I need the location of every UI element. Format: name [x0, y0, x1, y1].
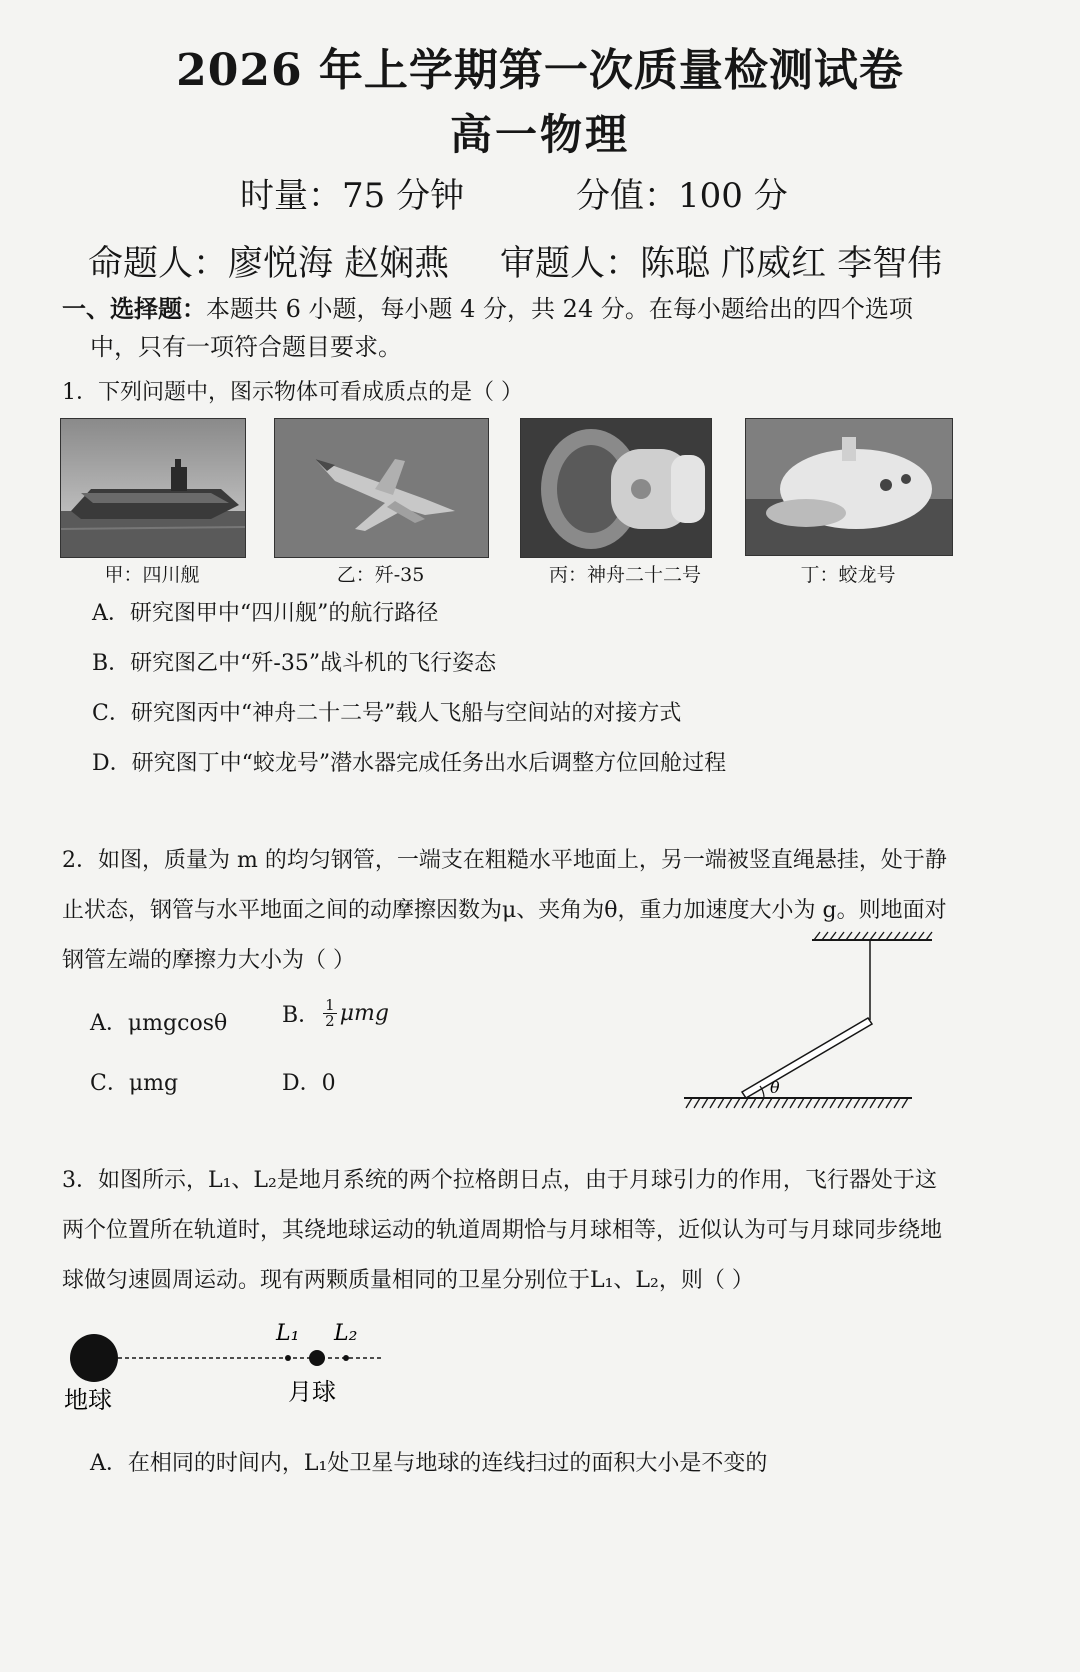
q2-stem-line3: 钢管左端的摩擦力大小为（ ）	[62, 948, 355, 973]
q2-stem-line2: 止状态，钢管与水平地面之间的动摩擦因数为μ、夹角为θ，重力加速度大小为 g。则地面对	[62, 898, 947, 923]
q3-option-a: A．在相同的时间内，L₁处卫星与地球的连线扫过的面积大小是不变的	[90, 1451, 768, 1476]
q3-earth-moon-diagram	[60, 1316, 420, 1426]
section1-text-line2: 中，只有一项符合题目要求。	[90, 333, 402, 361]
q2-pipe-diagram	[680, 930, 940, 1120]
q3-stem-line3: 球做匀速圆周运动。现有两颗质量相同的卫星分别位于L₁、L₂，则（ ）	[62, 1268, 754, 1293]
q1-caption-submersible: 丁：蛟龙号	[800, 564, 896, 586]
q2-option-d: D．0	[282, 1071, 336, 1096]
subject-title: 高一物理	[449, 110, 630, 159]
ground-hatching	[686, 1098, 908, 1108]
section1-heading: 一、选择题：	[62, 294, 206, 323]
l1-point	[285, 1355, 291, 1361]
q1-photo-submersible	[745, 418, 953, 556]
q2-fraction-denominator: 2	[325, 1012, 335, 1030]
q1-photo-fighter-jet	[274, 418, 489, 558]
q3-stem-line1: 3．如图所示，L₁、L₂是地月系统的两个拉格朗日点，由于月球引力的作用，飞行器处于这	[62, 1168, 937, 1193]
steel-pipe	[742, 1018, 872, 1098]
time-label: 时量：75 分钟	[240, 176, 465, 216]
theta-label: θ	[770, 1078, 780, 1097]
exam-title: 2026 年上学期第一次质量检测试卷	[176, 45, 904, 96]
q2-option-b-prefix: B．	[282, 1003, 321, 1028]
section1-instructions	[62, 290, 1022, 328]
q2-option-b	[282, 998, 389, 1029]
l2-label: L₂	[334, 1321, 358, 1346]
q1-option-b: B．研究图乙中“歼-35”战斗机的飞行姿态	[92, 651, 497, 676]
l1-label: L₁	[276, 1321, 300, 1346]
q1-option-d: D．研究图丁中“蛟龙号”潜水器完成任务出水后调整方位回舱过程	[92, 751, 727, 776]
q2-option-b-fraction	[323, 998, 337, 1029]
reviewers-label: 审题人：陈聪 邝威红 李智伟	[500, 244, 943, 284]
earth-dot	[70, 1334, 118, 1382]
q3-stem-line2: 两个位置所在轨道时，其绕地球运动的轨道周期恰与月球相等，近似认为可与月球同步绕地	[62, 1218, 943, 1243]
q2-fraction-numerator: 1	[325, 996, 335, 1014]
section1-text-line1: 本题共 6 小题，每小题 4 分，共 24 分。在每小题给出的四个选项	[206, 295, 913, 323]
q2-stem-line1: 2．如图，质量为 m 的均匀钢管，一端支在粗糙水平地面上，另一端被竖直绳悬挂，处于静	[62, 848, 947, 873]
q1-option-a: A．研究图甲中“四川舰”的航行路径	[92, 601, 439, 626]
q1-caption-spacecraft: 丙：神舟二十二号	[548, 564, 701, 586]
earth-label: 地球	[64, 1386, 112, 1414]
q1-stem: 1．下列问题中，图示物体可看成质点的是（ ）	[62, 380, 523, 405]
q2-option-c: C．μmg	[90, 1071, 179, 1096]
q1-caption-fighter: 乙：歼-35	[336, 564, 425, 586]
ceiling-hatching	[814, 932, 932, 940]
score-label: 分值：100 分	[576, 176, 788, 216]
moon-label: 月球	[288, 1378, 336, 1406]
q2-option-a: A．μmgcosθ	[90, 1011, 228, 1036]
q1-caption-carrier: 甲：四川舰	[104, 564, 200, 586]
setters-label: 命题人：廖悦海 赵娴燕	[88, 244, 450, 284]
q1-photo-spacecraft	[520, 418, 712, 558]
q1-option-c: C．研究图丙中“神舟二十二号”载人飞船与空间站的对接方式	[92, 701, 682, 726]
q2-option-b-suffix: μmg	[339, 1001, 389, 1026]
moon-dot	[309, 1350, 325, 1366]
l2-point	[343, 1355, 349, 1361]
q1-photo-carrier	[60, 418, 246, 558]
